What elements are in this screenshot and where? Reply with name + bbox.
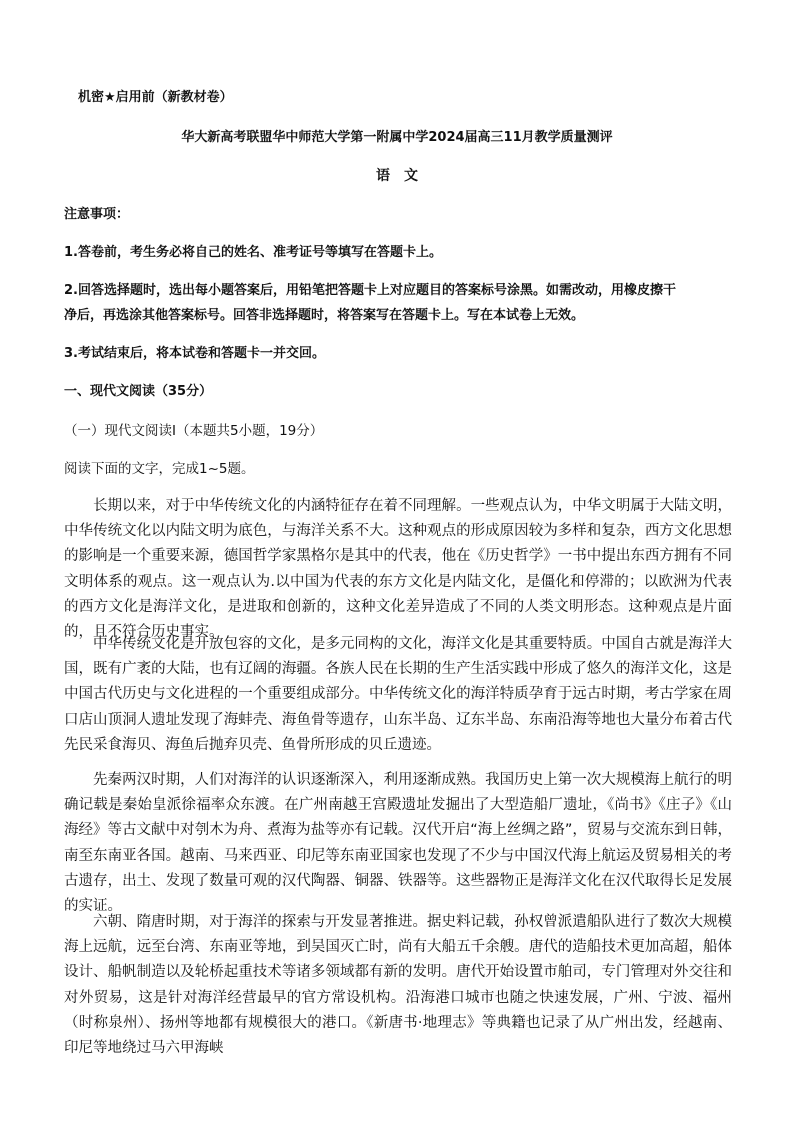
confidential-label: 机密★启用前（新教材卷） bbox=[78, 90, 233, 105]
note-item-3: 3.考试结束后，将本试卷和答题卡一并交回。 bbox=[64, 346, 325, 361]
reading-instruction: 阅读下面的文字，完成1~5题。 bbox=[64, 461, 255, 477]
notes-heading: 注意事项： bbox=[64, 207, 130, 222]
passage-paragraph-2: 中华传统文化是开放包容的文化，是多元同构的文化，海洋文化是其重要特质。中国自古就是海洋大国，既有广袤的大陆，也有辽阔的海疆。各族人民在长期的生产生活实践中形成了悠久的海洋文化，这是中国古代历史与文化进程的一个重要组成部分。中华传统文化的海洋特质孕育于远古时期，考古学家在周口店山顶洞人遗址发现了海蚌壳、海鱼骨等遗存，山东半岛、辽东半岛、东南沿海等地也大量分布着古代先民采食海贝、海鱼后抛弃贝壳、鱼骨所形成的贝丘遗迹。 bbox=[64, 636, 732, 753]
note-item-2-cont: 净后，再选涂其他答案标号。回答非选择题时，将答案写在答题卡上。写在本试卷上无效。 bbox=[64, 308, 585, 323]
note-item-1: 1.答卷前，考生务必将自己的姓名、准考证号等填写在答题卡上。 bbox=[64, 245, 442, 260]
passage-paragraph-1: 长期以来，对于中华传统文化的内涵特征存在着不同理解。一些观点认为，中华文明属于大陆文明，中华传统文化以内陆文明为底色，与海洋关系不大。这种观点的形成原因较为多样和复杂，西方文化思想的影响是一个重要来源，德国哲学家黑格尔是其中的代表，他在《历史哲学》一书中提出东西方拥有不同文明体系的观点。这一观点认为.以中国为代表的东方文化是内陆文化，是僵化和停滞的；以欧洲为代表的西方文化是海洋文化，是进取和创新的，这种文化差异造成了不同的人类文明形态。这种观点是片面的，且不符合历史事实。 bbox=[64, 498, 732, 641]
exam-title: 华大新高考联盟华中师范大学第一附属中学2024届高三11月教学质量测评 bbox=[181, 130, 613, 145]
section-subtitle: （一）现代文阅读Ⅰ（本题共5小题，19分） bbox=[64, 423, 324, 439]
passage-paragraph-3: 先秦两汉时期，人们对海洋的认识逐渐深入，利用逐渐成熟。我国历史上第一次大规模海上航行的明确记载是秦始皇派徐福率众东渡。在广州南越王宫殿遗址发掘出了大型造船厂遗址，《尚书》《庄子》《山海经》等古文献中对刳木为舟、煮海为盐等亦有记载。汉代开启“海上丝绸之路”，贸易与交流东到日韩，南至东南亚各国。越南、马来西亚、印尼等东南亚国家也发现了不少与中国汉代海上航运及贸易相关的考古遗存，出土、发现了数量可观的汉代陶器、铜器、铁器等。这些器物正是海洋文化在汉代取得长足发展的实证。 bbox=[64, 772, 732, 915]
note-item-2: 2.回答选择题时，选出每小题答案后，用铅笔把答题卡上对应题目的答案标号涂黑。如需改动，用橡皮擦干 bbox=[64, 283, 676, 298]
passage-paragraph-4: 六朝、隋唐时期，对于海洋的探索与开发显著推进。据史料记载，孙权曾派遣船队进行了数次大规模海上远航，远至台湾、东南亚等地，到吴国灭亡时，尚有大船五千余艘。唐代的造船技术更加高超，船体设计、船帆制造以及轮桥起重技术等诸多领域都有新的发明。唐代开始设置市舶司，专门管理对外交往和对外贸易，这是针对海洋经营最早的官方常设机构。沿海港口城市也随之快速发展，广州、宁波、福州（时称泉州）、扬州等地都有规模很大的港口。《新唐书·地理志》等典籍也记录了从广州出发，经越南、印尼等地绕过马六甲海峡 bbox=[64, 914, 732, 1057]
section-title: 一、现代文阅读（35分） bbox=[64, 384, 213, 399]
subject-title: 语 文 bbox=[376, 168, 418, 184]
